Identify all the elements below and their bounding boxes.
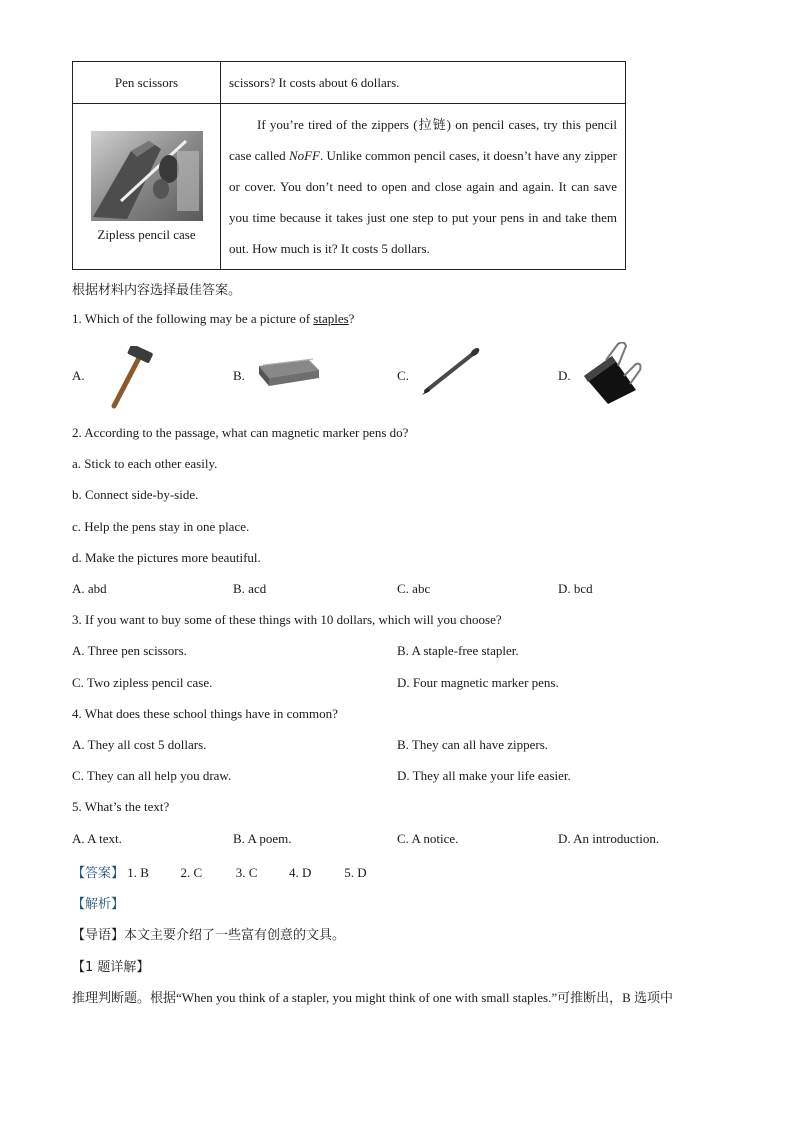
answer-item: 1. B <box>127 865 149 880</box>
answer-item: 4. D <box>289 865 312 880</box>
option-c[interactable]: C. Two zipless pencil case. <box>72 675 213 690</box>
answer-item: 5. D <box>344 865 367 880</box>
option-d[interactable]: D. bcd <box>558 581 593 596</box>
guide-text: 本文主要介绍了一些富有创意的文具。 <box>124 928 346 943</box>
underlined-word: staples <box>313 311 349 326</box>
option-d[interactable]: D. <box>558 368 571 383</box>
answer-label: 【答案】 <box>72 866 125 881</box>
option-c[interactable]: C. They can all help you draw. <box>72 768 232 783</box>
option-b[interactable]: B. A poem. <box>233 831 292 846</box>
option-b[interactable]: B. A staple-free stapler. <box>397 643 519 658</box>
option-a[interactable]: A. Three pen scissors. <box>72 643 187 658</box>
option-a[interactable]: A. They all cost 5 dollars. <box>72 737 207 752</box>
hammer-icon <box>96 346 156 410</box>
option-c[interactable]: C. abc <box>397 581 431 596</box>
question-3-stem: 3. If you want to buy some of these things with 10 dollars, which will you choose? <box>72 612 502 627</box>
zipless-pencil-case-photo <box>91 131 203 221</box>
nail-icon <box>418 347 482 397</box>
option-b[interactable]: B. They can all have zippers. <box>397 737 549 752</box>
product-description: If you’re tired of the zippers (拉链) on pencil cases, try this pencil case called NoFF. Unlike common pencil cases, it doesn’t have any zipper or cover. You don’t need to open and close again and again. It can save you time because it takes just one step to put your pens in and take them out. How much is it? It costs 5 dollars. <box>221 104 626 270</box>
product-table <box>72 61 626 270</box>
option-d[interactable]: D. An introduction. <box>558 831 660 846</box>
option-d[interactable]: D. Four magnetic marker pens. <box>397 675 559 690</box>
table-row <box>73 62 626 104</box>
product-name: Pen scissors <box>73 62 221 104</box>
option-c[interactable]: C. A notice. <box>397 831 459 846</box>
question-2-stem: 2. According to the passage, what can magnetic marker pens do? <box>72 425 409 440</box>
statement-c: c. Help the pens stay in one place. <box>72 519 250 534</box>
option-a[interactable]: A. A text. <box>72 831 122 846</box>
option-c[interactable]: C. <box>397 368 409 383</box>
statement-a: a. Stick to each other easily. <box>72 456 218 471</box>
guide-paragraph <box>72 924 345 943</box>
analysis-label: 【解析】 <box>72 897 125 912</box>
option-b[interactable]: B. <box>233 368 245 383</box>
binder-clip-icon <box>578 342 642 406</box>
option-a[interactable]: A. <box>72 368 85 383</box>
answer-item: 2. C <box>180 865 203 880</box>
statement-b: b. Connect side-by-side. <box>72 487 199 502</box>
question-5-stem: 5. What’s the text? <box>72 799 170 814</box>
instruction: 根据材料内容选择最佳答案。 <box>72 283 242 298</box>
guide-label: 【导语】 <box>72 928 125 943</box>
detail-1-label: 【1 题详解】 <box>72 960 150 975</box>
option-d[interactable]: D. They all make your life easier. <box>397 768 571 783</box>
staples-icon <box>255 356 323 388</box>
table-row <box>73 104 626 270</box>
product-description: scissors? It costs about 6 dollars. <box>221 62 626 104</box>
brand-name: NoFF <box>288 148 320 163</box>
statement-d: d. Make the pictures more beautiful. <box>72 550 261 565</box>
detail-1-text: 推理判断题。根据“When you think of a stapler, you might think of one with small staples.”可推断出，B 选项中 <box>72 990 674 1005</box>
question-1-stem: 1. Which of the following may be a picture of staples? <box>72 311 355 326</box>
option-a[interactable]: A. abd <box>72 581 107 596</box>
question-4-stem: 4. What does these school things have in common? <box>72 706 338 721</box>
answer-line <box>72 862 367 881</box>
option-b[interactable]: B. acd <box>233 581 267 596</box>
answer-item: 3. C <box>235 865 258 880</box>
product-name: Zipless pencil case <box>97 226 196 242</box>
